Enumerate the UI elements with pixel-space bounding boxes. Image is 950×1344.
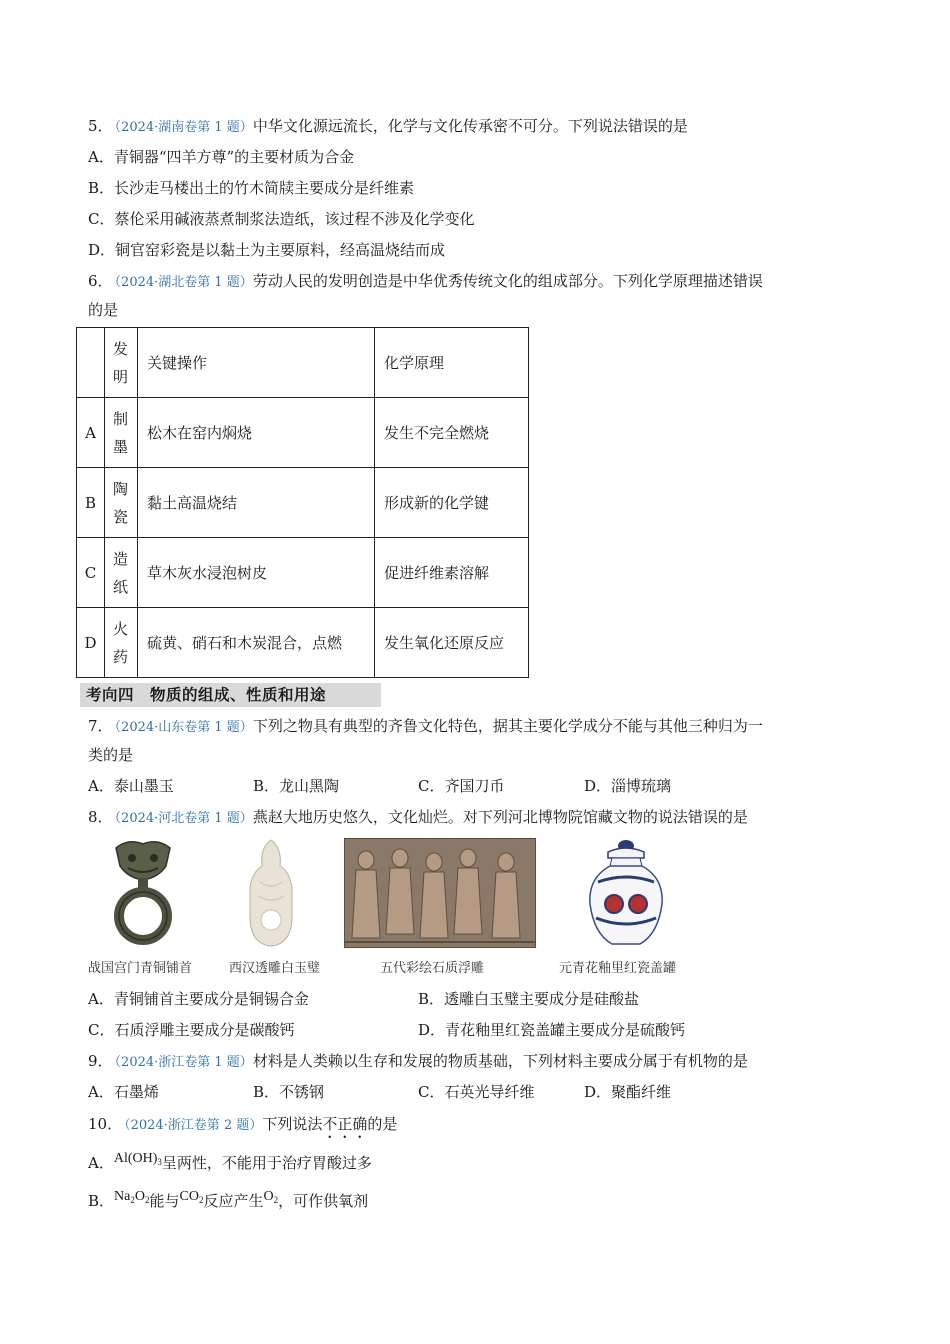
q7-option-b: B．龙山黑陶 [253,777,340,795]
section-heading: 考向四 物质的组成、性质和用途 [80,683,381,707]
table-cell: A [77,398,105,468]
table-header-principle: 化学原理 [375,328,529,398]
table-cell: 黏土高温烧结 [138,468,375,538]
table-row [77,538,529,608]
table-cell: 发生氧化还原反应 [375,608,529,678]
table-cell: B [77,468,105,538]
q6-table [76,327,529,678]
caption-jade-bi: 西汉透雕白玉璧 [229,961,321,976]
q7-source: （2024·山东卷第 1 题） [114,720,253,735]
table-cell: 制 墨 [105,398,138,468]
blue-white-jar-image [584,838,668,948]
q7-option-d: D．淄博琉璃 [584,777,672,795]
q9-option-d: D．聚酯纤维 [584,1083,672,1101]
q10-option-b: B．$Na_2O_2$能与$CO_2$反应产生$O_2$，可作供氧剂 [88,1189,369,1210]
table-cell: 陶 瓷 [105,468,138,538]
caption-bronze-knocker: 战国宫门青铜铺首 [88,961,193,976]
q5-source: （2024·湖南卷第 1 题） [114,120,253,135]
q7-stem-cont: 类的是 [88,746,134,764]
q5-option-c: C．蔡伦采用碱液蒸煮制浆法造纸，该过程不涉及化学变化 [88,210,475,228]
q6-stem-cont: 的是 [88,301,119,319]
table-cell: D [77,608,105,678]
q8-option-c: C．石质浮雕主要成分是碳酸钙 [88,1021,295,1039]
q8-option-a: A．青铜铺首主要成分是铜锡合金 [88,990,309,1008]
table-row [77,398,529,468]
q9-option-b: B．不锈钢 [253,1083,325,1101]
q8-stem: 8． （2024·河北卷第 1 题）燕赵大地历史悠久，文化灿烂。对下列河北博物院馆藏文物的说法错误的是 [88,808,748,826]
bronze-door-knocker-image [108,838,178,948]
q6-stem: 6． （2024·湖北卷第 1 题）劳动人民的发明创造是中华优秀传统文化的组成部分。下列化学原理描述错误 [88,272,763,290]
q8-source: （2024·河北卷第 1 题） [114,811,253,826]
white-jade-bi-image [246,838,296,950]
table-cell: 形成新的化学键 [375,468,529,538]
table-header-invention: 发 明 [105,328,138,398]
caption-porcelain-jar: 元青花釉里红瓷盖罐 [559,961,677,976]
q8-option-d: D．青花釉里红瓷盖罐主要成分是硫酸钙 [418,1021,686,1039]
q5-stem: 5． （2024·湖南卷第 1 题）中华文化源远流长，化学与文化传承密不可分。下列说法错误的是 [88,117,688,135]
q9-option-a: A．石墨烯 [88,1083,159,1101]
table-header-operation: 关键操作 [138,328,375,398]
caption-stone-relief: 五代彩绘石质浮雕 [380,961,485,976]
table-row [77,328,529,398]
q7-option-c: C．齐国刀币 [418,777,505,795]
table-cell: 草木灰水浸泡树皮 [138,538,375,608]
emphasis-not-correct: 不正确 [322,1115,368,1133]
table-cell: 硫黄、硝石和木炭混合，点燃 [138,608,375,678]
table-row [77,468,529,538]
table-row [77,608,529,678]
table-cell: 发生不完全燃烧 [375,398,529,468]
q10-option-a: A．$Al(OH)_3$呈两性，不能用于治疗胃酸过多 [88,1151,372,1172]
table-cell [77,328,105,398]
q9-option-c: C．石英光导纤维 [418,1083,535,1101]
q10-stem: 10． （2024·浙江卷第 2 题）下列说法不正确的是 [88,1115,398,1133]
table-cell: 火 药 [105,608,138,678]
table-cell: 促进纤维素溶解 [375,538,529,608]
q5-option-d: D．铜官窑彩瓷是以黏土为主要原料，经高温烧结而成 [88,241,446,259]
table-cell: 松木在窑内焖烧 [138,398,375,468]
table-cell: C [77,538,105,608]
q9-stem: 9． （2024·浙江卷第 1 题）材料是人类赖以生存和发展的物质基础，下列材料主要成分属于有机物的是 [88,1052,748,1070]
q10-source: （2024·浙江卷第 2 题） [124,1118,263,1133]
q7-stem: 7． （2024·山东卷第 1 题）下列之物具有典型的齐鲁文化特色，据其主要化学成分不能与其他三种归为一 [88,717,763,735]
stone-relief-image [344,838,536,948]
q6-source: （2024·湖北卷第 1 题） [114,275,253,290]
q7-option-a: A．泰山墨玉 [88,777,174,795]
q9-source: （2024·浙江卷第 1 题） [114,1055,253,1070]
q5-option-a: A．青铜器“四羊方尊”的主要材质为合金 [88,148,355,166]
table-cell: 造 纸 [105,538,138,608]
q5-option-b: B．长沙走马楼出土的竹木简牍主要成分是纤维素 [88,179,415,197]
q8-option-b: B．透雕白玉璧主要成分是硅酸盐 [418,990,640,1008]
